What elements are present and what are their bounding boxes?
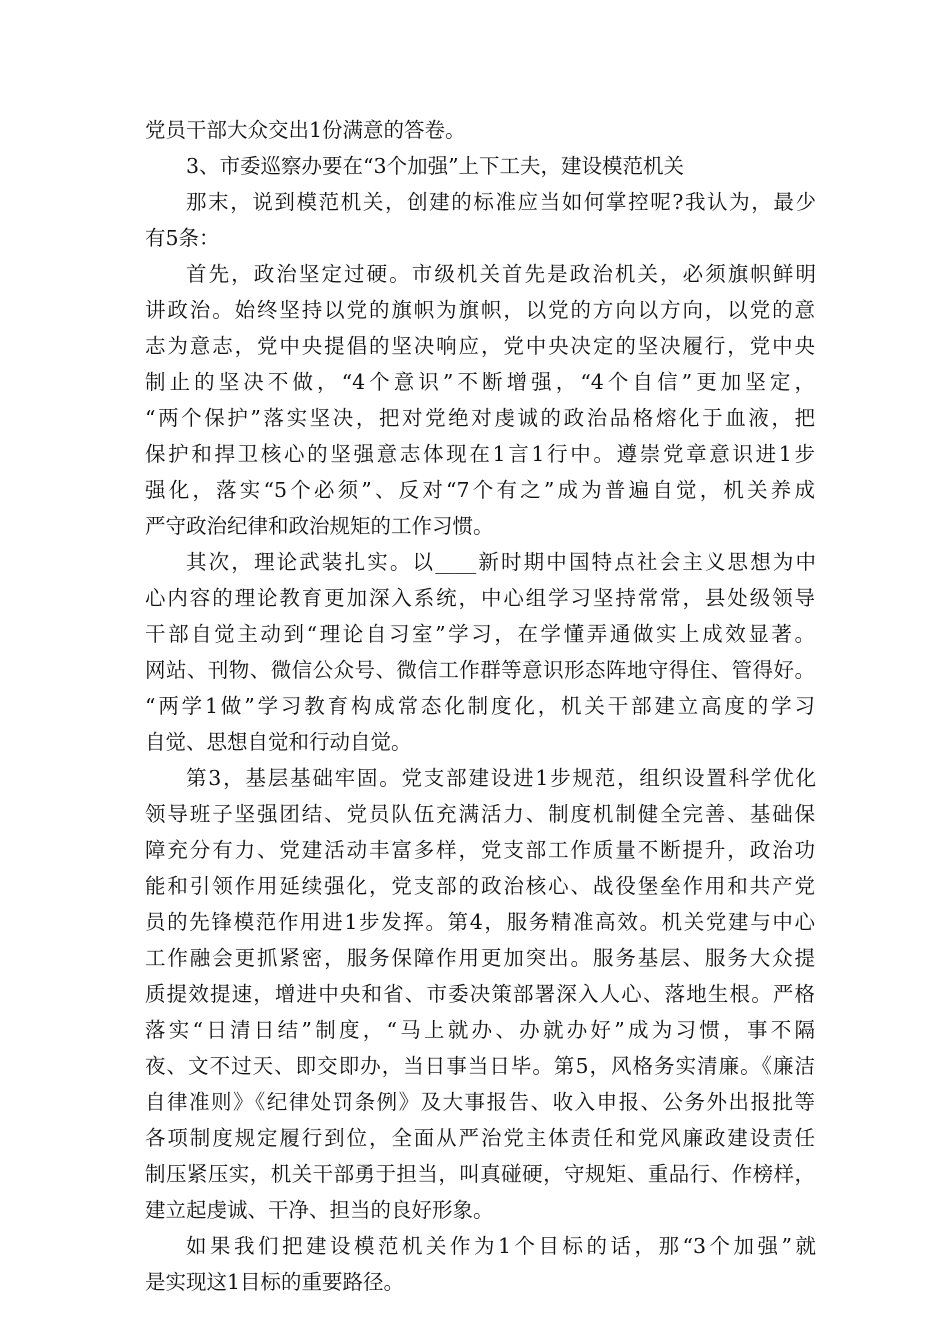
text-line: 工作融会更抓紧密，服务保障作用更加突出。服务基层、服务大众提 <box>145 946 815 970</box>
text-line: 严守政治纪律和政治规矩的工作习惯。 <box>145 514 494 538</box>
text-line: 各项制度规定履行到位，全面从严治党主体责任和党风廉政建设责任 <box>145 1126 815 1150</box>
text-line: 强化，落实“5个必须”、反对“7个有之”成为普遍自觉，机关养成 <box>145 478 815 502</box>
text-line: 其次，理论武装扎实。以____新时期中国特点社会主义思想为中 <box>186 550 816 574</box>
text-line: 自觉、思想自觉和行动自觉。 <box>145 730 412 754</box>
text-line: 制止的坚决不做，“4个意识”不断增强，“4个自信”更加坚定， <box>145 370 815 394</box>
text-line: 保护和捍卫核心的坚强意志体现在1言1行中。遵崇党章意识进1步 <box>145 442 815 466</box>
text-line: 那末，说到模范机关，创建的标准应当如何掌控呢?我认为，最少 <box>186 190 816 214</box>
text-line: 领导班子坚强团结、党员队伍充满活力、制度机制健全完善、基础保 <box>145 802 815 826</box>
text-line: 党员干部大众交出1份满意的答卷。 <box>145 118 466 142</box>
text-line: 网站、刊物、微信公众号、微信工作群等意识形态阵地守得住、管得好。 <box>145 658 815 682</box>
text-line: 是实现这1目标的重要路径。 <box>145 1270 405 1294</box>
text-line: 干部自觉主动到“理论自习室”学习，在学懂弄通做实上成效显著。 <box>145 622 815 646</box>
text-line: 建立起虔诚、干净、担当的良好形象。 <box>145 1198 494 1222</box>
text-line: 自律准则》《纪律处罚条例》及大事报告、收入申报、公务外出报批等 <box>145 1090 815 1114</box>
text-line: 质提效提速，增进中央和省、市委决策部署深入人心、落地生根。严格 <box>145 982 815 1006</box>
text-line: 能和引领作用延续强化，党支部的政治核心、战役堡垒作用和共产党 <box>145 874 815 898</box>
text-line: 心内容的理论教育更加深入系统，中心组学习坚持常常，县处级领导 <box>145 586 815 610</box>
text-line: 员的先锋模范作用进1步发挥。第4，服务精准高效。机关党建与中心 <box>145 910 815 934</box>
text-line: 落实“日清日结”制度，“马上就办、办就办好”成为习惯，事不隔 <box>145 1018 815 1042</box>
text-line: 制压紧压实，机关干部勇于担当，叫真碰硬，守规矩、重品行、作榜样， <box>145 1162 815 1186</box>
text-line: 有5条： <box>145 226 220 250</box>
text-line: 第3，基层基础牢固。党支部建设进1步规范，组织设置科学优化 <box>186 766 816 790</box>
text-line: 首先，政治坚定过硬。市级机关首先是政治机关，必须旗帜鲜明 <box>186 262 816 286</box>
text-line: 如果我们把建设模范机关作为1个目标的话，那“3个加强”就 <box>186 1234 816 1258</box>
text-line: 夜、文不过天、即交即办，当日事当日毕。第5，风格务实清廉。《廉洁 <box>145 1054 815 1078</box>
section-heading: 3、市委巡察办要在“3个加强”上下工夫，建设模范机关 <box>186 154 685 178</box>
text-line: 讲政治。始终坚持以党的旗帜为旗帜，以党的方向以方向，以党的意 <box>145 298 815 322</box>
text-line: “两个保护”落实坚决，把对党绝对虔诚的政治品格熔化于血液，把 <box>145 406 815 430</box>
text-line: 志为意志，党中央提倡的坚决响应，党中央决定的坚决履行，党中央 <box>145 334 815 358</box>
text-line: “两学1做”学习教育构成常态化制度化，机关干部建立高度的学习 <box>145 694 815 718</box>
text-line: 障充分有力、党建活动丰富多样，党支部工作质量不断提升，政治功 <box>145 838 815 862</box>
